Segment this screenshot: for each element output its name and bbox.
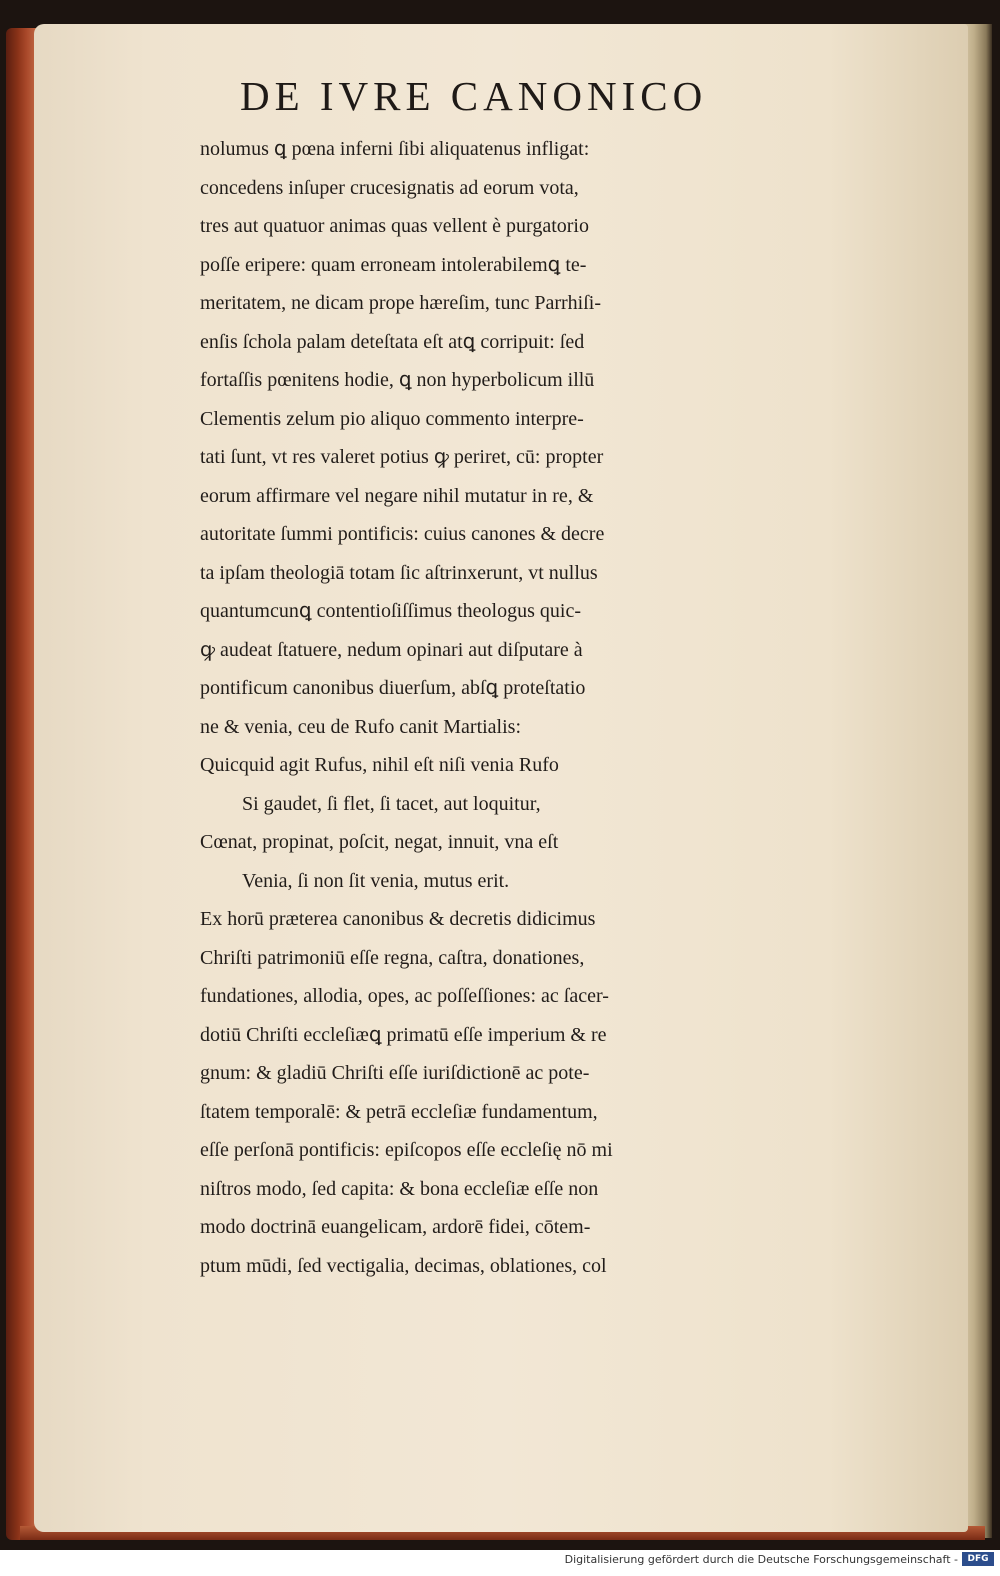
text-line: quantumcunꝗ contentioſiſſimus theologus quic- <box>200 600 581 622</box>
text-line: tati ſunt, vt res valeret potius ꝙ periret, cū: propter <box>200 446 604 468</box>
dfg-logo: DFG <box>962 1552 994 1566</box>
text-line: meritatem, ne dicam prope hæreſim, tunc Parrhiſi- <box>200 292 601 314</box>
text-line: ptum mūdi, ſed vectigalia, decimas, oblationes, col <box>200 1254 607 1277</box>
text-line: fortaſſis pœnitens hodie, ꝗ non hyperbolicum illū <box>200 369 595 391</box>
text-line: autoritate ſummi pontificis: cuius canones & decre <box>200 523 605 545</box>
text-line: enſis ſchola palam deteſtata eſt atꝗ corripuit: ſed <box>200 330 585 353</box>
verse-line: Cœnat, propinat, poſcit, negat, innuit, vna eſt <box>200 831 559 853</box>
text-line: nolumus ꝗ pœna inferni ſibi aliquatenus infligat: <box>200 138 590 160</box>
text-line: Clementis zelum pio aliquo commento interpre- <box>200 407 584 430</box>
text-line: eorum affirmare vel negare nihil mutatur in re, & <box>200 484 594 507</box>
text-line: Chriſti patrimoniū eſſe regna, caſtra, donationes, <box>200 946 585 969</box>
verse-line: Venia, ſi non ſit venia, mutus erit. <box>242 869 510 892</box>
text-line: eſſe perſonā pontificis: epiſcopos eſſe eccleſię nō mi <box>200 1139 613 1161</box>
text-line: niſtros modo, ſed capita: & bona eccleſiæ eſſe non <box>200 1177 599 1200</box>
text-line: pontificum canonibus diuerſum, abſꝗ proteſtatio <box>200 677 586 699</box>
verse-line: Si gaudet, ſi flet, ſi tacet, aut loquitur, <box>242 792 541 815</box>
running-head: DE IVRE CANONICO <box>240 73 708 119</box>
text-line: ne & venia, ceu de Rufo canit Martialis: <box>200 715 522 738</box>
funding-note: Digitalisierung gefördert durch die Deutsche Forschungsgemeinschaft - <box>564 1553 958 1566</box>
verse-line: Quicquid agit Rufus, nihil eſt niſi venia Rufo <box>200 754 559 776</box>
text-line: concedens inſuper crucesignatis ad eorum vota, <box>200 176 579 199</box>
text-line: tres aut quatuor animas quas vellent è purgatorio <box>200 215 589 237</box>
text-line: poſſe eripere: quam erroneam intolerabilemꝗ te- <box>200 253 587 276</box>
text-line: dotiū Chriſti eccleſiæꝗ primatū eſſe imperium & re <box>200 1023 607 1046</box>
text-line: modo doctrinā euangelicam, ardorē fidei, cōtem- <box>200 1216 591 1238</box>
body-text <box>200 130 930 1285</box>
text-line: ꝙ audeat ſtatuere, nedum opinari aut diſputare à <box>200 638 583 661</box>
text-line: gnum: & gladiū Chriſti eſſe iuriſdictionē ac pote- <box>200 1062 590 1084</box>
text-line: Ex horū præterea canonibus & decretis didicimus <box>200 908 596 930</box>
text-line: fundationes, allodia, opes, ac poſſeſſiones: ac ſacer- <box>200 985 609 1007</box>
text-line: ta ipſam theologiā totam ſic aſtrinxerunt, vt nullus <box>200 561 598 584</box>
text-line: ſtatem temporalē: & petrā eccleſiæ fundamentum, <box>200 1100 598 1123</box>
